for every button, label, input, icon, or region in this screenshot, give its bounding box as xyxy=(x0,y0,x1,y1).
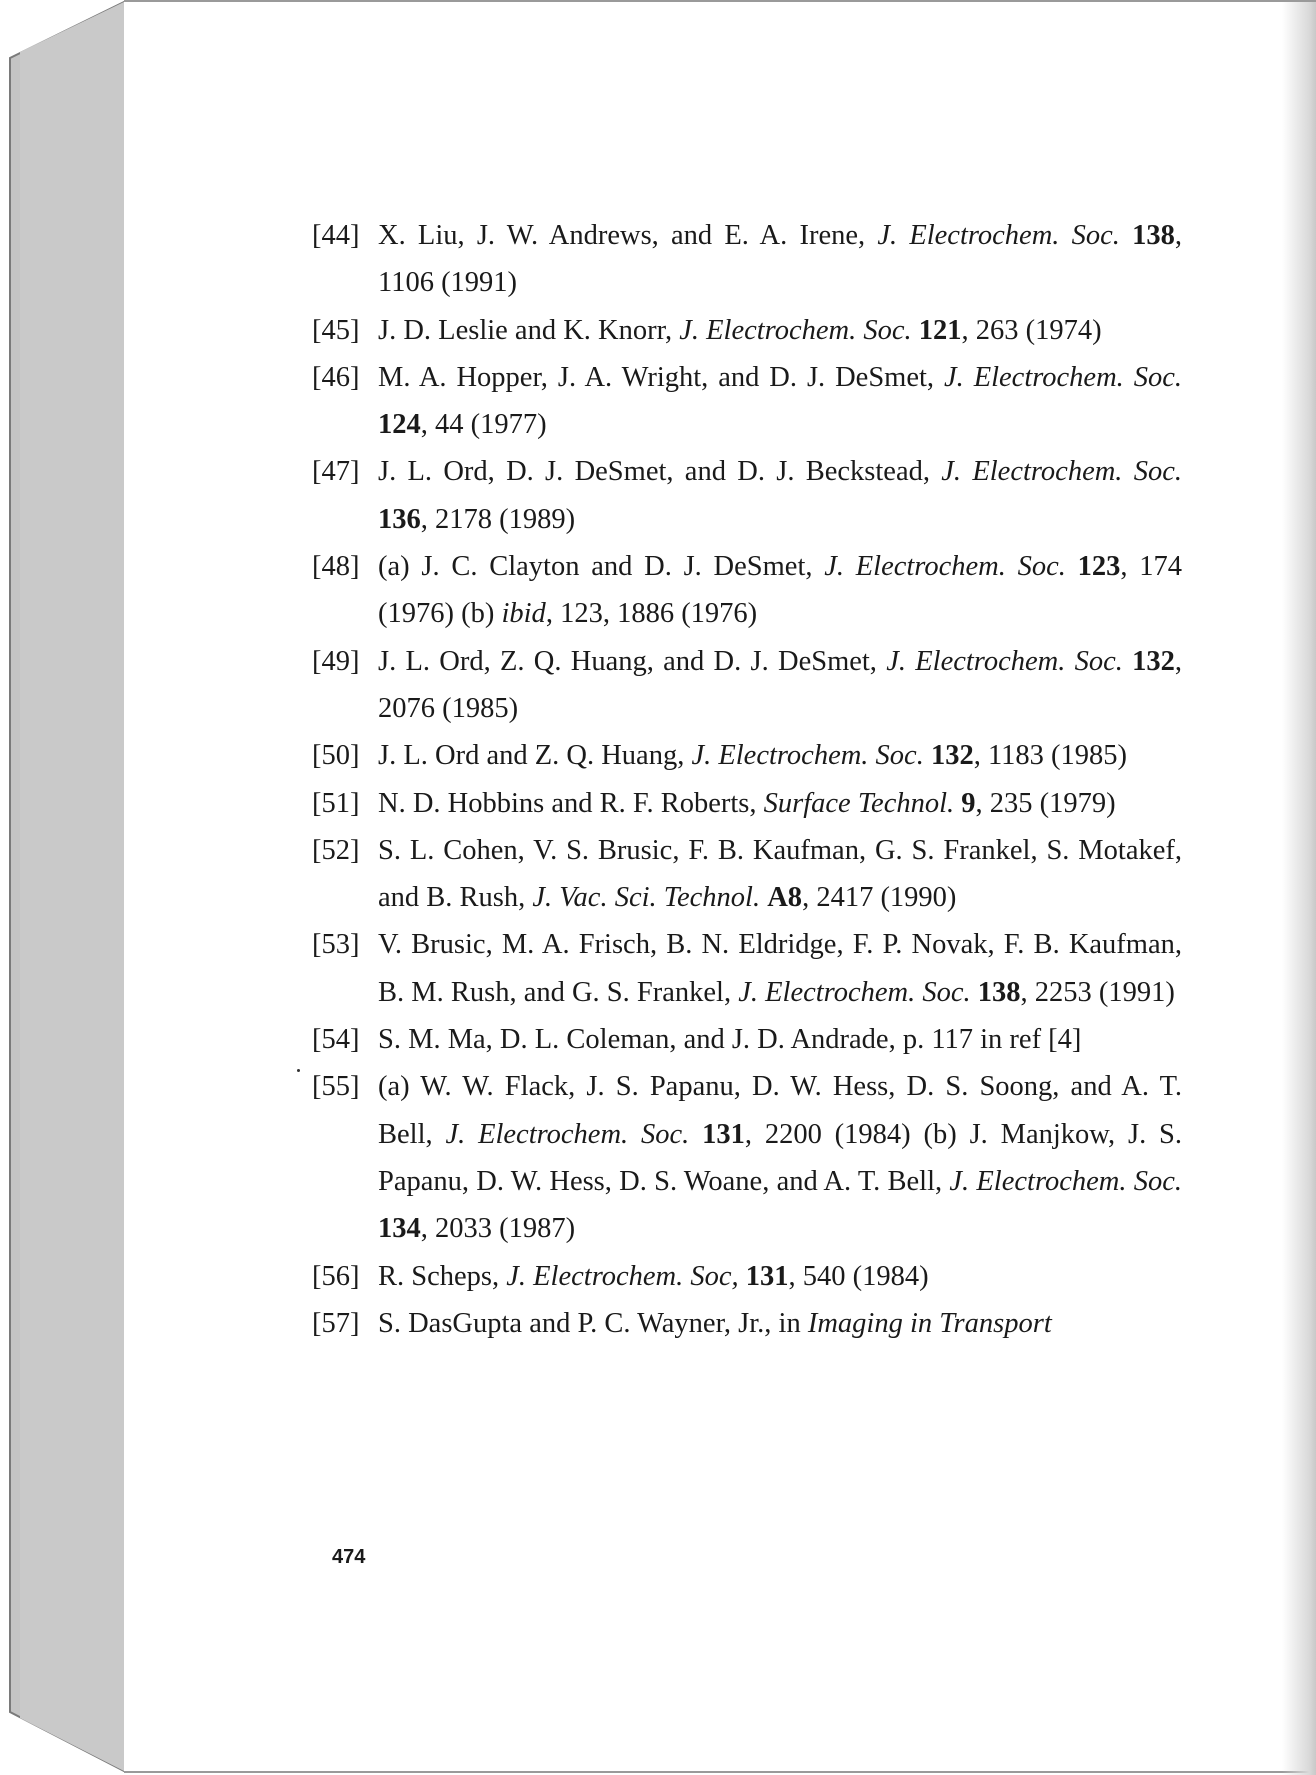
reference-segment: , 2033 (1987) xyxy=(420,1213,576,1245)
reference-volume: 9 xyxy=(961,787,976,819)
reference-segment: (a) W. W. Flack, J. S. Papanu, D. W. Hess, D. S. Soong, and A. T. Bell, xyxy=(378,1071,1182,1150)
reference-entry xyxy=(312,1016,1182,1063)
reference-entry xyxy=(312,354,1182,449)
reference-entry xyxy=(312,212,1182,307)
reference-italic: J. Electrochem. Soc. xyxy=(738,976,971,1008)
reference-segment xyxy=(1120,220,1132,251)
reference-number: [45] xyxy=(312,314,360,346)
reference-italic: J. Electrochem. Soc. xyxy=(877,220,1120,251)
reference-number: [52] xyxy=(312,834,360,866)
reference-entry xyxy=(312,732,1182,779)
reference-number: [50] xyxy=(312,740,360,772)
reference-segment xyxy=(1123,646,1132,677)
reference-text xyxy=(378,212,1182,307)
reference-segment: (a) J. C. Clayton and D. J. DeSmet, xyxy=(378,551,825,583)
page-edge-shadow xyxy=(1282,2,1316,1775)
reference-segment: S. L. Cohen, V. S. Brusic, F. B. Kaufman, G. S. Frankel, S. Motakef, and B. Rush, xyxy=(378,834,1182,914)
reference-segment: , 2417 (1990) xyxy=(802,882,957,914)
reference-entry xyxy=(312,1253,1182,1300)
reference-text xyxy=(378,1253,1182,1300)
reference-entry xyxy=(312,1300,1182,1347)
reference-italic: Surface Technol. xyxy=(763,787,955,819)
reference-segment: S. DasGupta and P. C. Wayner, Jr., in xyxy=(378,1307,808,1339)
reference-text xyxy=(378,307,1182,354)
reference-italic: J. Electrochem. Soc. xyxy=(949,1165,1182,1197)
reference-italic: J. Electrochem. Soc. xyxy=(941,456,1182,488)
reference-segment xyxy=(689,1119,702,1150)
reference-number: [44] xyxy=(312,220,360,251)
reference-italic: J. Electrochem. Soc. xyxy=(691,740,924,772)
reference-entry xyxy=(312,448,1182,543)
speck-mark xyxy=(297,1069,300,1072)
reference-italic: J. Electrochem. Soc, xyxy=(506,1260,739,1292)
reference-italic: Imaging in Transport xyxy=(807,1307,1052,1339)
reference-segment: J. L. Ord, D. J. DeSmet, and D. J. Beckstead, xyxy=(378,456,942,488)
reference-italic: J. Electrochem. Soc. xyxy=(943,361,1182,393)
reference-segment: , 2076 (1985) xyxy=(378,645,1183,724)
reference-segment: J. L. Ord and Z. Q. Huang, xyxy=(378,740,692,772)
reference-italic: J. Electrochem. Soc. xyxy=(679,314,912,346)
reference-text xyxy=(378,732,1182,779)
reference-segment: N. D. Hobbins and R. F. Roberts, xyxy=(378,787,764,819)
reference-text xyxy=(378,827,1182,922)
reference-number: [49] xyxy=(312,645,360,677)
reference-text xyxy=(378,448,1182,543)
reference-text xyxy=(378,1016,1182,1063)
reference-volume: 132 xyxy=(930,740,974,772)
reference-number: [47] xyxy=(312,456,360,488)
reference-number: [54] xyxy=(312,1024,360,1056)
reference-segment: , 540 (1984) xyxy=(788,1260,929,1292)
reference-volume: 131 xyxy=(745,1260,789,1292)
reference-number: [53] xyxy=(312,929,360,961)
reference-volume: 131 xyxy=(702,1118,745,1150)
reference-list xyxy=(312,212,1182,1347)
reference-segment: X. Liu, J. W. Andrews, and E. A. Irene, xyxy=(378,220,878,251)
reference-number: [51] xyxy=(312,787,360,819)
reference-segment: , 2178 (1989) xyxy=(420,503,576,535)
reference-segment xyxy=(971,977,978,1008)
reference-segment: , 123, 1886 (1976) xyxy=(545,598,758,630)
reference-segment xyxy=(739,1261,746,1292)
reference-text xyxy=(378,638,1182,733)
reference-entry xyxy=(312,780,1182,827)
reference-segment: , 174 (1976) (b) xyxy=(378,551,1182,630)
reference-segment: , 1106 (1991) xyxy=(378,220,1182,299)
reference-segment: J. L. Ord, Z. Q. Huang, and D. J. DeSmet, xyxy=(378,645,887,677)
reference-segment xyxy=(924,740,931,771)
reference-entry xyxy=(312,827,1182,922)
reference-volume: 134 xyxy=(378,1213,421,1245)
reference-text xyxy=(378,1300,1182,1347)
reference-segment: R. Scheps, xyxy=(378,1260,507,1292)
reference-text xyxy=(378,780,1182,827)
reference-text xyxy=(378,543,1182,638)
reference-volume: 124 xyxy=(378,409,421,441)
reference-segment: , 2253 (1991) xyxy=(1020,976,1175,1008)
reference-entry xyxy=(312,307,1182,354)
reference-number: [56] xyxy=(312,1260,360,1292)
reference-number: [46] xyxy=(312,361,360,393)
reference-segment: , 44 (1977) xyxy=(420,409,547,441)
reference-volume: 138 xyxy=(977,976,1021,1008)
reference-segment: , 263 (1974) xyxy=(961,314,1102,346)
reference-segment: V. Brusic, M. A. Frisch, B. N. Eldridge, F. P. Novak, F. B. Kaufman, B. M. Rush, and G. S. Frankel, xyxy=(378,929,1182,1008)
reference-entry xyxy=(312,921,1182,1016)
reference-volume: 121 xyxy=(918,314,962,346)
reference-volume: 132 xyxy=(1132,645,1175,677)
book-spine-edge xyxy=(0,0,126,1773)
reference-volume: 123 xyxy=(1077,551,1121,583)
reference-number: [55] xyxy=(312,1071,360,1103)
reference-volume: 138 xyxy=(1132,220,1175,251)
reference-segment xyxy=(1066,551,1078,582)
reference-italic: J. Electrochem. Soc. xyxy=(886,645,1123,677)
reference-italic: J. Electrochem. Soc. xyxy=(445,1118,690,1150)
reference-italic: J. Vac. Sci. Technol. xyxy=(532,882,761,914)
reference-text xyxy=(378,354,1182,449)
reference-number: [57] xyxy=(312,1307,360,1339)
reference-segment: S. M. Ma, D. L. Coleman, and J. D. Andrade, p. 117 in ref [4] xyxy=(378,1024,1082,1056)
reference-entry xyxy=(312,638,1182,733)
reference-segment: , 235 (1979) xyxy=(975,787,1116,819)
page-number: 474 xyxy=(332,1546,366,1568)
reference-text xyxy=(378,1063,1182,1252)
reference-italic: ibid xyxy=(501,598,546,630)
reference-segment: M. A. Hopper, J. A. Wright, and D. J. DeSmet, xyxy=(378,361,944,393)
reference-volume: 136 xyxy=(378,503,421,535)
reference-number: [48] xyxy=(312,551,360,583)
reference-italic: J. Electrochem. Soc. xyxy=(824,551,1066,583)
reference-entry xyxy=(312,1063,1182,1252)
reference-segment: , 2200 (1984) (b) J. Manjkow, J. S. Papanu, D. W. Hess, D. S. Woane, and A. T. Bell, xyxy=(378,1118,1183,1197)
reference-segment xyxy=(912,315,919,346)
reference-volume: A8 xyxy=(767,882,803,914)
reference-segment: J. D. Leslie and K. Knorr, xyxy=(378,314,680,346)
reference-segment: , 1183 (1985) xyxy=(973,740,1128,772)
reference-text xyxy=(378,921,1182,1016)
reference-entry xyxy=(312,543,1182,638)
